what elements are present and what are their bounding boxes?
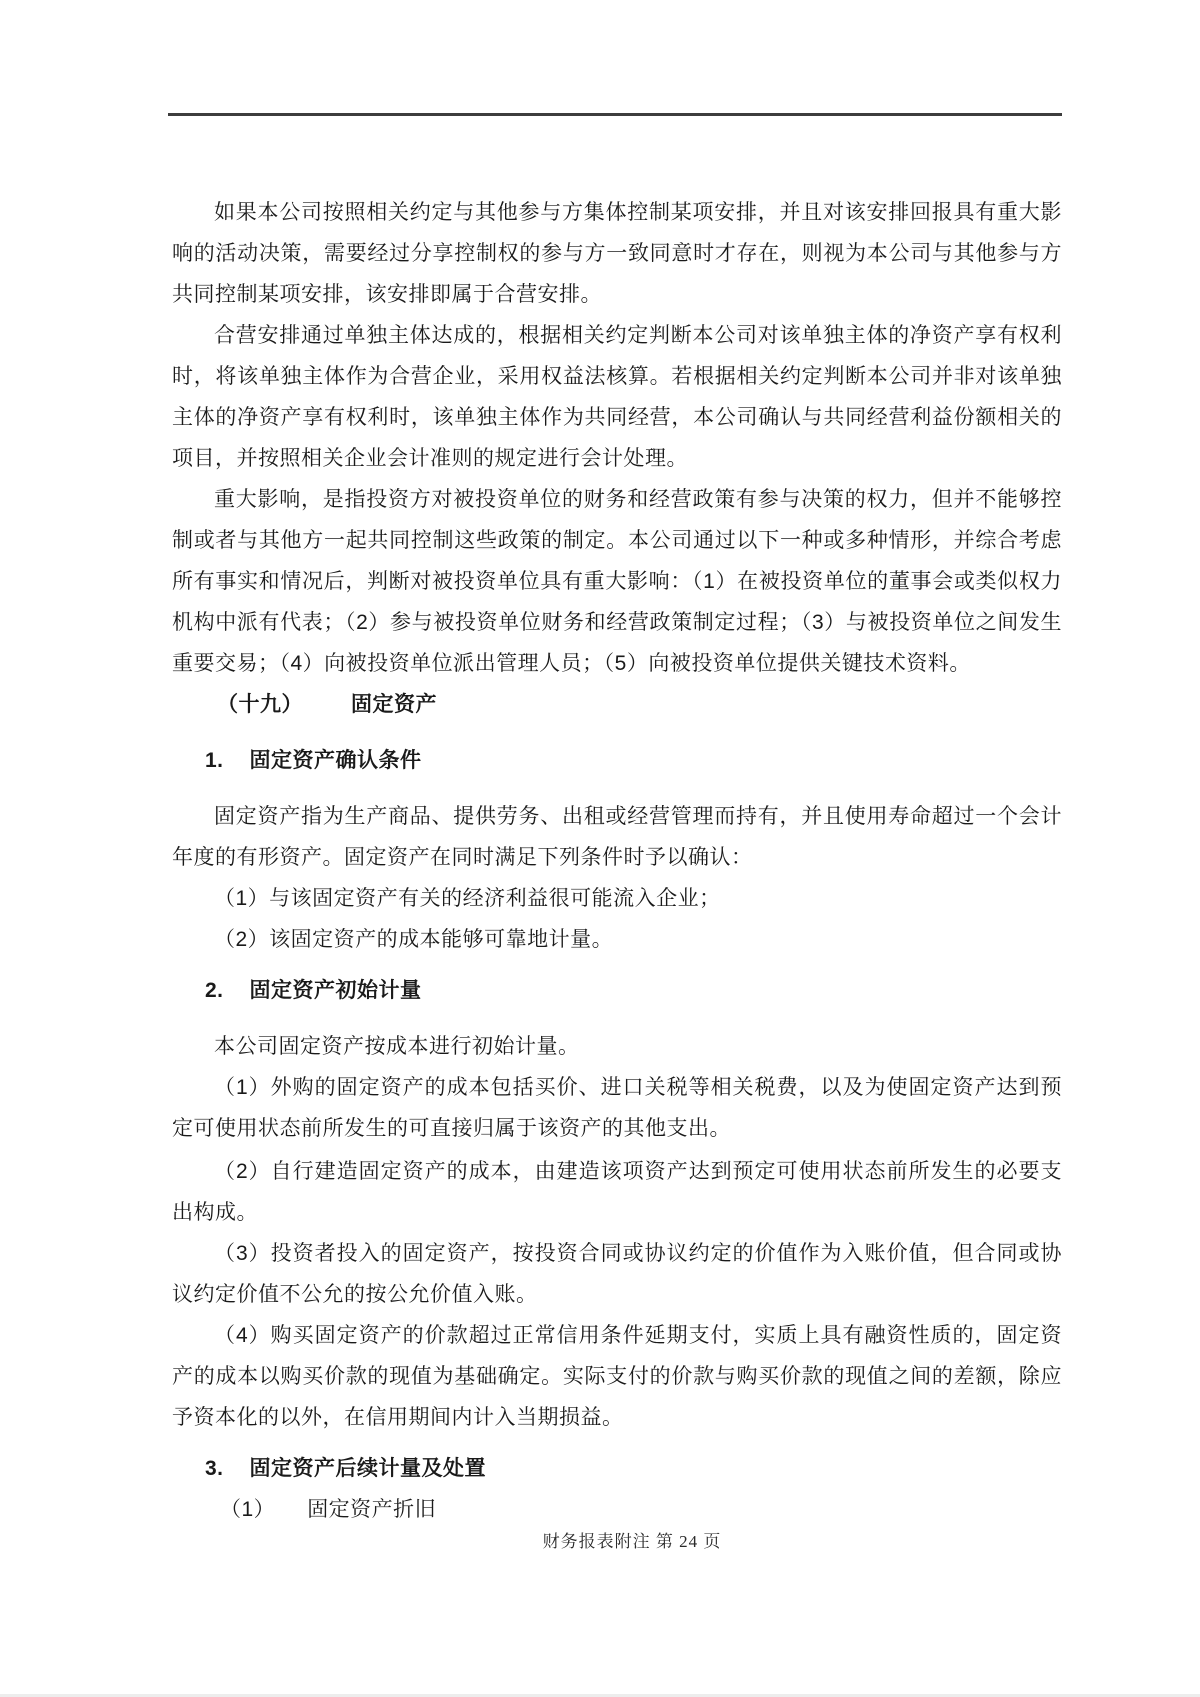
subsection-heading-subsequent-measurement <box>172 1448 1062 1489</box>
paragraph-fixed-asset-definition: 固定资产指为生产商品、提供劳务、出租或经营管理而持有，并且使用寿命超过一个会计年度的有形资产。固定资产在同时满足下列条件时予以确认： <box>172 805 1062 869</box>
subsection-number: 1. <box>205 749 224 772</box>
header-rule <box>168 113 1062 116</box>
document-content <box>172 192 1062 1554</box>
list-item-economic-benefit: （1）与该固定资产有关的经济利益很可能流入企业； <box>214 887 721 910</box>
paragraph-joint-venture-separate-entity: 合营安排通过单独主体达成的，根据相关约定判断本公司对该单独主体的净资产享有权利时，将该单独主体作为合营企业，采用权益法核算。若根据相关约定判断本公司并非对该单独主体的净资产享有权利时，该单独主体作为共同经营，本公司确认与共同经营利益份额相关的项目，并按照相关企业会计准则的规定进行会计处理。 <box>172 324 1062 470</box>
subsection-heading-initial-measurement <box>172 970 1062 1011</box>
paragraph-significant-influence: 重大影响，是指投资方对被投资单位的财务和经营政策有参与决策的权力，但并不能够控制或者与其他方一起共同控制这些政策的制定。本公司通过以下一种或多种情形，并综合考虑所有事实和情况后，判断对被投资单位具有重大影响：（1）在被投资单位的董事会或类似权力机构中派有代表；（2）参与被投资单位财务和经营政策制定过程；（3）与被投资单位之间发生重要交易；（4）向被投资单位派出管理人员；（5）向被投资单位提供关键技术资料。 <box>172 488 1062 675</box>
subsection-title: 固定资产后续计量及处置 <box>249 1457 487 1480</box>
subitem-title: 固定资产折旧 <box>307 1498 437 1521</box>
paragraph-self-constructed-assets: （2）自行建造固定资产的成本，由建造该项资产达到预定可使用状态前所发生的必要支出构成。 <box>172 1160 1062 1224</box>
paragraph-joint-control-arrangement: 如果本公司按照相关约定与其他参与方集体控制某项安排，并且对该安排回报具有重大影响的活动决策，需要经过分享控制权的参与方一致同意时才存在，则视为本公司与其他参与方共同控制某项安排，该安排即属于合营安排。 <box>172 201 1062 306</box>
subsection-title: 固定资产确认条件 <box>249 749 422 772</box>
subsection-heading-recognition <box>172 740 1062 781</box>
section-number: （十九） <box>217 693 303 716</box>
section-title: 固定资产 <box>351 693 437 716</box>
paragraph-investor-contributed-assets: （3）投资者投入的固定资产，按投资合同或协议约定的价值作为入账价值，但合同或协议约定价值不公允的按公允价值入账。 <box>172 1242 1062 1306</box>
paragraph-initial-measurement-basis: 本公司固定资产按成本进行初始计量。 <box>214 1035 580 1058</box>
paragraph-purchased-fixed-assets: （1）外购的固定资产的成本包括买价、进口关税等相关税费，以及为使固定资产达到预定可使用状态前所发生的可直接归属于该资产的其他支出。 <box>172 1076 1062 1140</box>
subsection-number: 2. <box>205 979 224 1002</box>
paragraph-deferred-payment-assets: （4）购买固定资产的价款超过正常信用条件延期支付，实质上具有融资性质的，固定资产的成本以购买价款的现值为基础确定。实际支付的价款与购买价款的现值之间的差额，除应予资本化的以外，在信用期间内计入当期损益。 <box>172 1324 1062 1429</box>
subitem-heading-depreciation <box>172 1489 1062 1530</box>
section-heading-fixed-assets <box>172 684 1062 725</box>
page-footer: 财务报表附注 第 24 页 <box>542 1532 722 1551</box>
list-item-cost-measurement: （2）该固定资产的成本能够可靠地计量。 <box>214 928 614 951</box>
subsection-title: 固定资产初始计量 <box>249 979 422 1002</box>
subitem-number: （1） <box>220 1498 276 1521</box>
subsection-number: 3. <box>205 1457 224 1480</box>
